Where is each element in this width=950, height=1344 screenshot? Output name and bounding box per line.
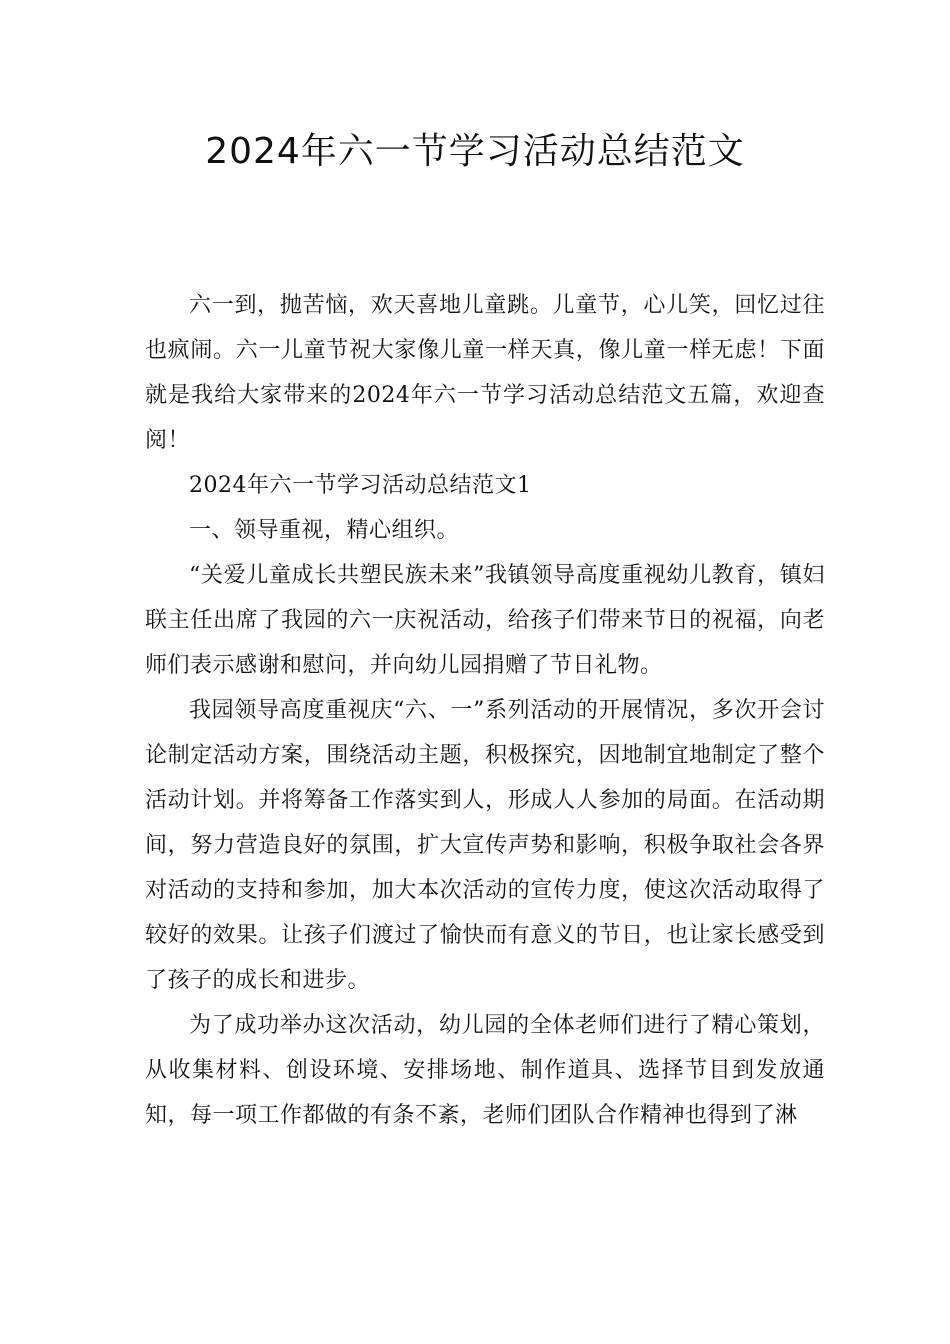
subsection-heading: 一、领导重视，精心组织。 (189, 518, 460, 543)
body-paragraph: 为了成功举办这次活动，幼儿园的全体老师们进行了精心策划，从收集材料、创设环境、安排场地、制作道具、选择节目到发放通知，每一项工作都做的有条不紊，老师们团队合作精神也得到了淋 (145, 1013, 825, 1128)
body-paragraph: 我园领导高度重视庆“六、一”系列活动的开展情况，多次开会讨论制定活动方案，围绕活动主题，积极探究，因地制宜地制定了整个活动计划。并将筹备工作落实到人，形成人人参加的局面。在活动期间，努力营造良好的氛围，扩大宣传声势和影响，积极争取社会各界对活动的支持和参加，加大本次活动的宣传力度，使这次活动取得了较好的效果。让孩子们渡过了愉快而有意义的节日，也让家长感受到了孩子的成长和进步。 (145, 698, 825, 993)
document-title: 2024年六一节学习活动总结范文 (205, 131, 745, 172)
body-paragraph: “关爱儿童成长共塑民族未来”我镇领导高度重视幼儿教育，镇妇联主任出席了我园的六一庆祝活动，给孩子们带来节日的祝福，向老师们表示感谢和慰问，并向幼儿园捐赠了节日礼物。 (145, 563, 825, 678)
document-body (145, 283, 825, 1138)
intro-paragraph: 六一到，抛苦恼，欢天喜地儿童跳。儿童节，心儿笑，回忆过往也疯闹。六一儿童节祝大家像儿童一样天真，像儿童一样无虑！下面就是我给大家带来的2024年六一节学习活动总结范文五篇，欢迎查阅！ (145, 293, 825, 453)
section-title: 2024年六一节学习活动总结范文1 (189, 473, 532, 498)
